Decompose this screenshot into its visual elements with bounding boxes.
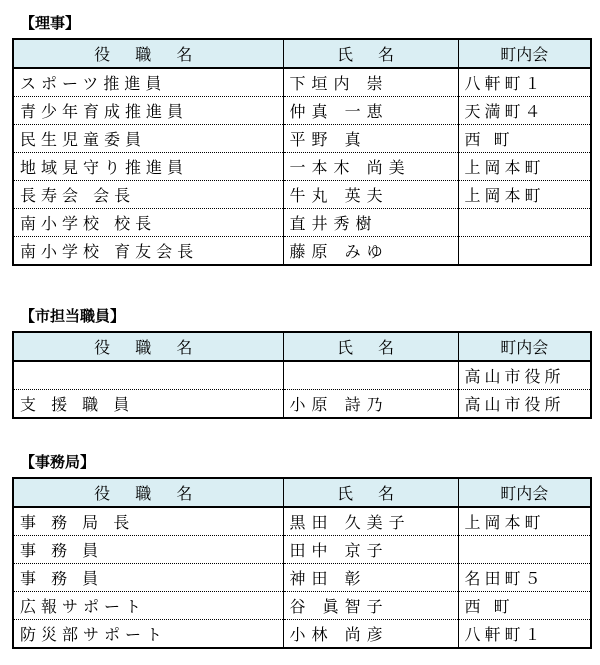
role-cell: 事 務 員 bbox=[13, 564, 283, 592]
name-cell: 仲真 一恵 bbox=[283, 97, 458, 125]
role-cell: 南小学校 育友会長 bbox=[13, 237, 283, 266]
table-row bbox=[13, 125, 591, 153]
role-cell: 南小学校 校長 bbox=[13, 209, 283, 237]
name-cell: 谷 眞智子 bbox=[283, 592, 458, 620]
town-cell: 八軒町１ bbox=[458, 68, 591, 97]
section-title-city-staff: 【市担当職員】 bbox=[20, 307, 126, 325]
name-cell: 小原 詩乃 bbox=[283, 390, 458, 419]
role-cell: 広報サポート bbox=[13, 592, 283, 620]
table-row bbox=[13, 564, 591, 592]
table-row bbox=[13, 536, 591, 564]
role-cell: 地域見守り推進員 bbox=[13, 153, 283, 181]
name-cell: 小林 尚彦 bbox=[283, 620, 458, 649]
town-cell bbox=[458, 536, 591, 564]
board-table bbox=[12, 38, 592, 266]
town-cell bbox=[458, 237, 591, 266]
table-row bbox=[13, 209, 591, 237]
name-cell: 田中 京子 bbox=[283, 536, 458, 564]
town-cell bbox=[458, 209, 591, 237]
town-cell: 西 町 bbox=[458, 125, 591, 153]
table-row bbox=[13, 153, 591, 181]
city-staff-table bbox=[12, 331, 592, 419]
table-header-row bbox=[13, 39, 591, 68]
town-cell: 高山市役所 bbox=[458, 361, 591, 390]
role-cell: スポーツ推進員 bbox=[13, 68, 283, 97]
role-cell: 事 務 局 長 bbox=[13, 507, 283, 536]
header-town: 町内会 bbox=[458, 39, 591, 68]
role-cell bbox=[13, 361, 283, 390]
town-cell: 上岡本町 bbox=[458, 181, 591, 209]
name-cell: 黒田 久美子 bbox=[283, 507, 458, 536]
table-row bbox=[13, 390, 591, 419]
name-cell: 直井秀樹 bbox=[283, 209, 458, 237]
town-cell: 高山市役所 bbox=[458, 390, 591, 419]
name-cell: 平野 真 bbox=[283, 125, 458, 153]
table-row bbox=[13, 237, 591, 266]
header-name: 氏 名 bbox=[283, 332, 458, 361]
table-row bbox=[13, 620, 591, 649]
name-cell: 牛丸 英夫 bbox=[283, 181, 458, 209]
section-title-board: 【理事】 bbox=[20, 14, 81, 32]
role-cell: 長寿会 会長 bbox=[13, 181, 283, 209]
town-cell: 上岡本町 bbox=[458, 507, 591, 536]
town-cell: 西 町 bbox=[458, 592, 591, 620]
name-cell: 下垣内 崇 bbox=[283, 68, 458, 97]
header-role: 役 職 名 bbox=[13, 39, 283, 68]
role-cell: 事 務 員 bbox=[13, 536, 283, 564]
table-header-row bbox=[13, 478, 591, 507]
town-cell: 上岡本町 bbox=[458, 153, 591, 181]
town-cell: 天満町４ bbox=[458, 97, 591, 125]
name-cell: 神田 彰 bbox=[283, 564, 458, 592]
header-town: 町内会 bbox=[458, 332, 591, 361]
table-row bbox=[13, 361, 591, 390]
header-role: 役 職 名 bbox=[13, 478, 283, 507]
role-cell: 民生児童委員 bbox=[13, 125, 283, 153]
table-row bbox=[13, 507, 591, 536]
header-town: 町内会 bbox=[458, 478, 591, 507]
table-row bbox=[13, 592, 591, 620]
name-cell: 藤原 みゆ bbox=[283, 237, 458, 266]
header-role: 役 職 名 bbox=[13, 332, 283, 361]
table-row bbox=[13, 181, 591, 209]
town-cell: 名田町５ bbox=[458, 564, 591, 592]
table-row bbox=[13, 97, 591, 125]
role-cell: 青少年育成推進員 bbox=[13, 97, 283, 125]
name-cell bbox=[283, 361, 458, 390]
section-title-secretariat: 【事務局】 bbox=[20, 453, 96, 471]
role-cell: 防災部サポート bbox=[13, 620, 283, 649]
name-cell: 一本木 尚美 bbox=[283, 153, 458, 181]
table-row bbox=[13, 68, 591, 97]
role-cell: 支 援 職 員 bbox=[13, 390, 283, 419]
town-cell: 八軒町１ bbox=[458, 620, 591, 649]
header-name: 氏 名 bbox=[283, 478, 458, 507]
header-name: 氏 名 bbox=[283, 39, 458, 68]
table-header-row bbox=[13, 332, 591, 361]
secretariat-table bbox=[12, 477, 592, 649]
